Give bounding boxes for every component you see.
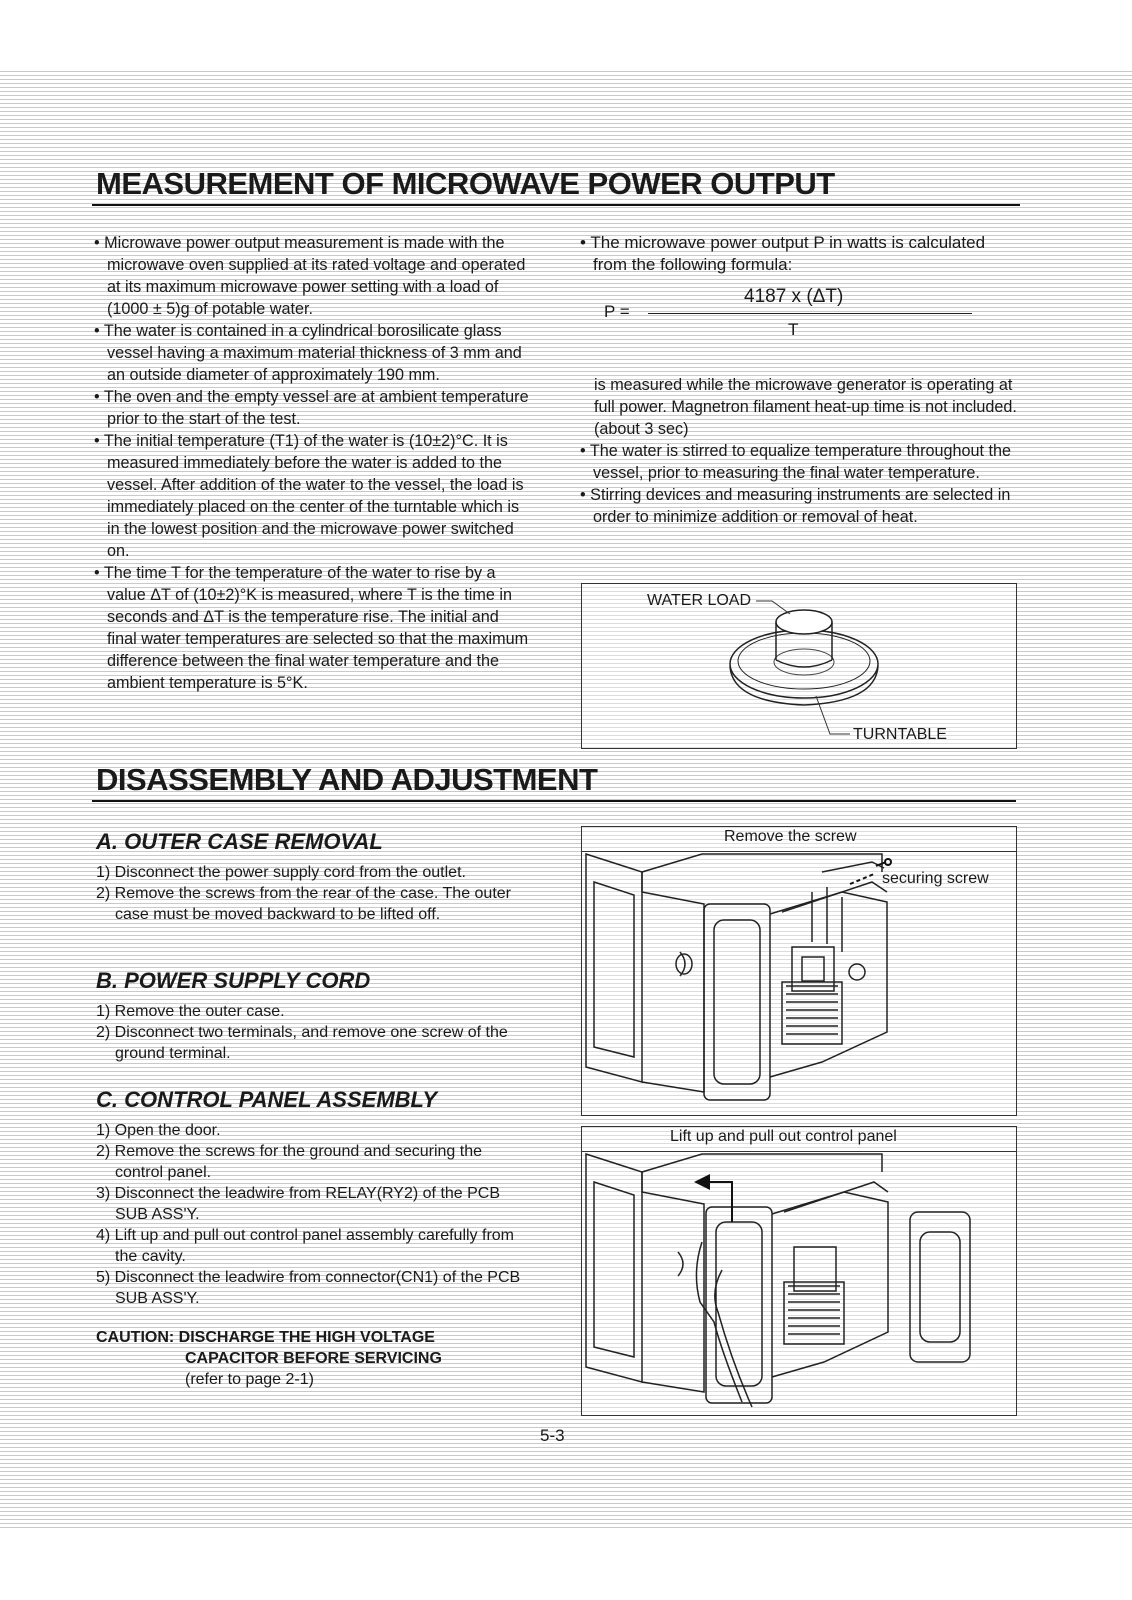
- caution-label: CAUTION:: [96, 1329, 175, 1346]
- list-item: 3) Disconnect the leadwire from RELAY(RY2) of the PCB SUB ASS'Y.: [96, 1185, 501, 1223]
- securing-screw-label: securing screw: [882, 870, 989, 887]
- figure-caption: Lift up and pull out control panel: [670, 1128, 897, 1145]
- list-item: • The time T for the temperature of the water to rise by a value ΔT of (10±2)°K is measured, where T is the time in seconds and ΔT is the temperature rise. The initial and final water temperatures are selected so that the maximum difference between the final water temperature and the ambient temperature is 5°K.: [94, 564, 529, 692]
- title-underline: [92, 204, 1020, 206]
- list-item: • The water is contained in a cylindrical borosilicate glass vessel having a maximum material thickness of 3 mm and an outside diameter of approximately 190 mm.: [94, 322, 522, 384]
- formula-denominator: T: [788, 320, 799, 339]
- list-item: 1) Open the door.: [96, 1122, 221, 1139]
- caution-note: CAUTION: DISCHARGE THE HIGH VOLTAGE CAPACITOR BEFORE SERVICING (refer to page 2-1): [96, 1329, 442, 1388]
- list-item: • The water is stirred to equalize temperature throughout the vessel, prior to measuring the final water temperature.: [580, 442, 1011, 482]
- formula-numerator: 4187 x (ΔT): [744, 286, 844, 307]
- formula-lhs: P =: [604, 302, 630, 321]
- measurement-right-column: [580, 374, 1020, 528]
- list-item: • Microwave power output measurement is made with the microwave oven supplied at its rated voltage and operated at its maximum microwave power setting with a load of (1000 ± 5)g of potable water.: [94, 234, 526, 318]
- heading-outer-case: A. OUTER CASE REMOVAL: [96, 829, 383, 854]
- page-number: 5-3: [540, 1426, 565, 1445]
- list-item: 1) Disconnect the power supply cord from the outlet.: [96, 864, 466, 881]
- outer-case-steps: [96, 862, 522, 925]
- title-underline: [92, 800, 1016, 802]
- control-panel-figure: [581, 1126, 1017, 1416]
- power-cord-steps: [96, 1001, 522, 1064]
- heading-control-panel: C. CONTROL PANEL ASSEMBLY: [96, 1087, 438, 1112]
- list-item: • Stirring devices and measuring instruments are selected in order to minimize addition or removal of heat.: [580, 486, 1011, 526]
- list-item: • The oven and the empty vessel are at ambient temperature prior to the start of the test.: [94, 388, 529, 428]
- water-load-label: WATER LOAD: [647, 592, 752, 609]
- list-item: 1) Remove the outer case.: [96, 1003, 285, 1020]
- control-panel-illustration: [582, 1152, 1016, 1415]
- turntable-label: TURNTABLE: [853, 726, 947, 743]
- figure-caption: Remove the screw: [724, 828, 857, 845]
- microwave-illustration: [582, 852, 1016, 1115]
- formula-fraction-bar: [648, 313, 972, 314]
- measurement-left-column: [94, 232, 530, 694]
- section-title-disassembly: DISASSEMBLY AND ADJUSTMENT: [96, 762, 598, 797]
- list-item: 5) Disconnect the leadwire from connector(CN1) of the PCB SUB ASS'Y.: [96, 1269, 521, 1307]
- formula-intro: • The microwave power output P in watts is calculated from the following formula:: [580, 233, 986, 274]
- list-item: 4) Lift up and pull out control panel assembly carefully from the cavity.: [96, 1227, 514, 1265]
- list-item: 2) Remove the screws from the rear of the case. The outer case must be moved backward to be lifted off.: [96, 885, 511, 923]
- list-item: is measured while the microwave generator is operating at full power. Magnetron filament heat-up time is not included. (about 3 sec): [594, 376, 1017, 438]
- control-panel-steps: [96, 1120, 522, 1309]
- list-item: 2) Remove the screws for the ground and securing the control panel.: [96, 1143, 482, 1181]
- list-item: • The initial temperature (T1) of the water is (10±2)°C. It is measured immediately before the water is added to the vessel. After addition of the water to the vessel, the load is immediately placed on the center of the turntable which is in the lowest position and the microwave power switched on.: [94, 432, 524, 560]
- heading-power-cord: B. POWER SUPPLY CORD: [96, 968, 371, 993]
- section-title-measurement: MEASUREMENT OF MICROWAVE POWER OUTPUT: [96, 166, 835, 201]
- list-item: 2) Disconnect two terminals, and remove one screw of the ground terminal.: [96, 1024, 508, 1062]
